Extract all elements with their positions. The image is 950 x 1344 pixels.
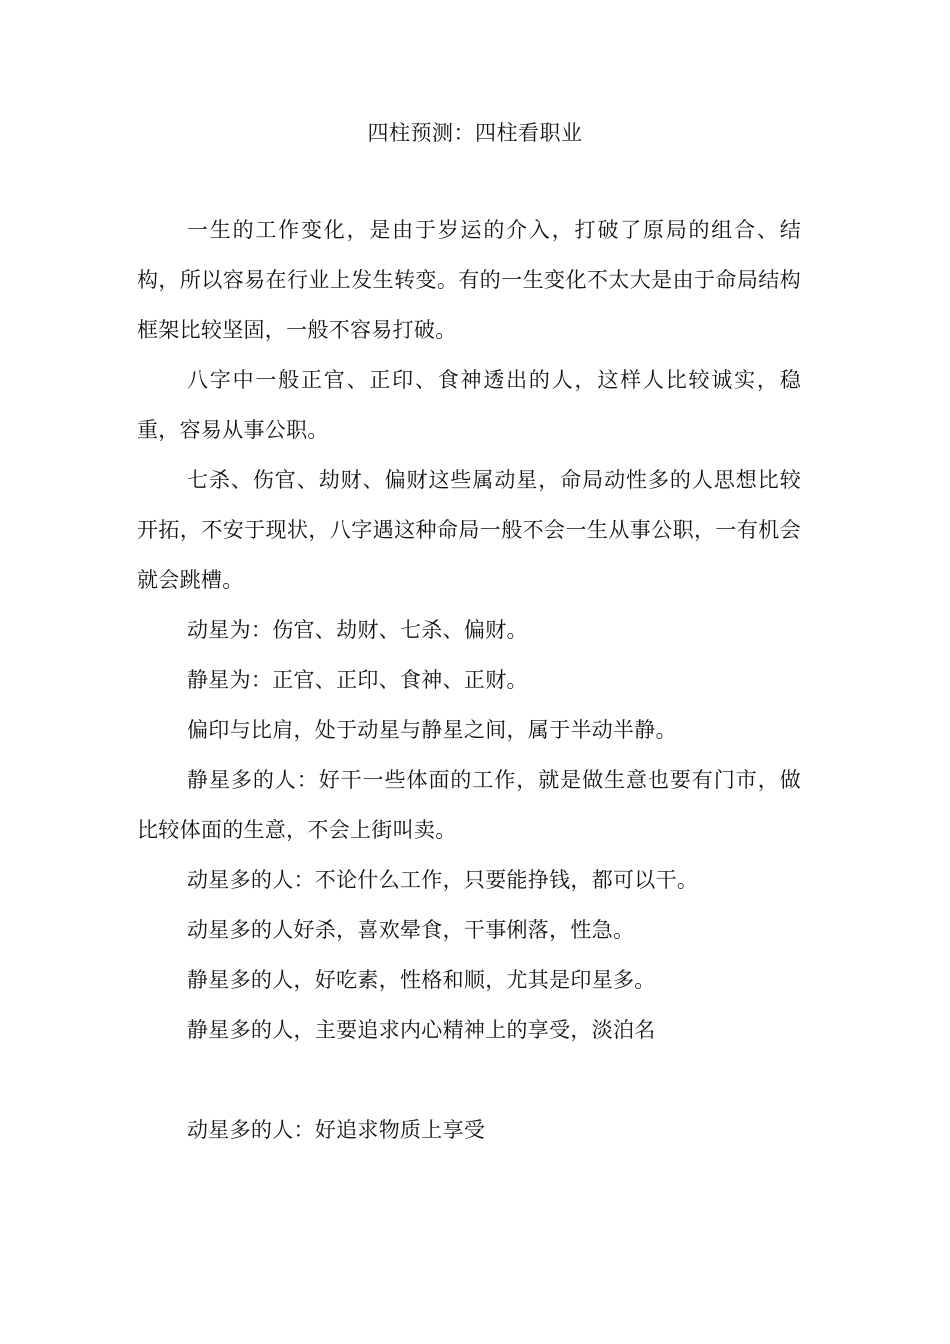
paragraph: 八字中一般正官、正印、食神透出的人，这样人比较诚实，稳重，容易从事公职。 [137,368,801,442]
paragraph: 静星多的人，好吃素，性格和顺，尤其是印星多。 [187,968,656,992]
paragraph: 动星多的人：不论什么工作，只要能挣钱，都可以干。 [187,868,699,892]
paragraph: 静星多的人：好干一些体面的工作，就是做生意也要有门市，做比较体面的生意，不会上街叫卖。 [137,768,801,842]
paragraph: 一生的工作变化，是由于岁运的介入，打破了原局的组合、结构，所以容易在行业上发生转变。有的一生变化不太大是由于命局结构框架比较坚固，一般不容易打破。 [137,218,801,342]
paragraph: 七杀、伤官、劫财、偏财这些属动星，命局动性多的人思想比较开拓，不安于现状，八字遇这种命局一般不会一生从事公职，一有机会就会跳槽。 [137,468,801,592]
paragraph-gap [137,1055,801,1105]
paragraph: 动星为：伤官、劫财、七杀、偏财。 [187,618,528,642]
paragraph: 静星为：正官、正印、食神、正财。 [187,668,528,692]
paragraph: 动星多的人：好追求物质上享受 [187,1118,486,1142]
document-title: 四柱预测：四柱看职业 [367,121,583,145]
paragraph: 动星多的人好杀，喜欢晕食，干事俐落，性急。 [187,918,635,942]
paragraph: 静星多的人，主要追求内心精神上的享受，淡泊名 [187,1018,656,1042]
document-body [137,205,801,1155]
paragraph: 偏印与比肩，处于动星与静星之间，属于半动半静。 [187,718,677,742]
